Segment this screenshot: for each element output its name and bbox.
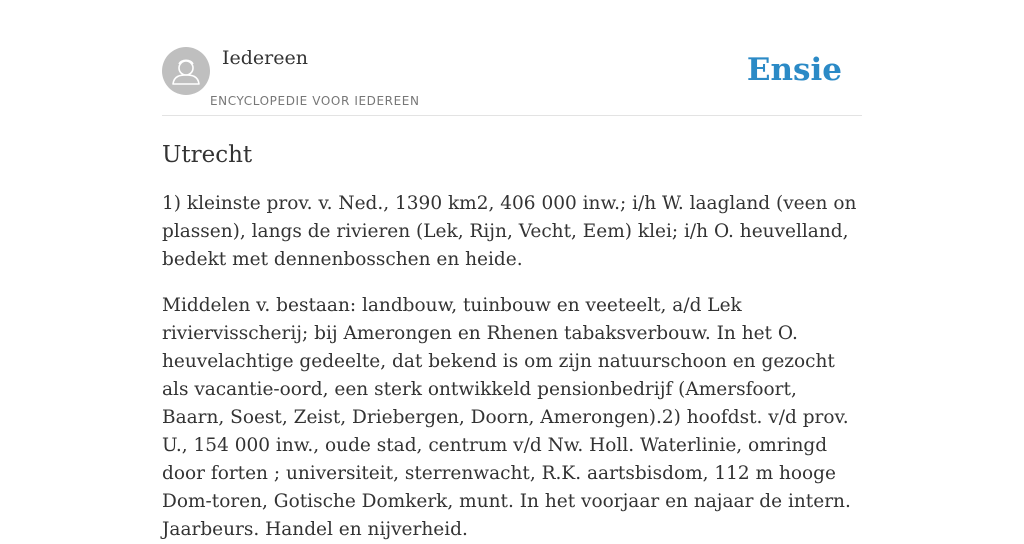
article xyxy=(162,140,862,544)
article-title: Utrecht xyxy=(162,142,253,168)
author-avatar[interactable] xyxy=(162,47,210,95)
article-paragraph: Middelen v. bestaan: landbouw, tuinbouw en veeteelt, a/d Lek riviervisscherij; bij Amerongen en Rhenen tabaksverbouw. In het O. heuvelachtige gedeelte, dat bekend is om zijn natuurschoon en gezocht als vacantie-oord, een sterk ontwikkeld pensionbedrijf (Amersfoort, Baarn, Soest, Zeist, Driebergen, Doorn, Amerongen).2) hoofdst. v/d prov. U., 154 000 inw., oude stad, centrum v/d Nw. Holl. Waterlinie, omringd door forten ; universiteit, sterrenwacht, R.K. aartsbisdom, 112 m hooge Dom-toren, Gotische Domkerk, munt. In het voorjaar en najaar de intern. Jaarbeurs. Handel en nijverheid. xyxy=(162,295,851,540)
user-icon xyxy=(162,47,210,95)
brand-logo[interactable]: Ensie xyxy=(746,52,842,88)
article-paragraph: 1) kleinste prov. v. Ned., 1390 km2, 406 000 inw.; i/h W. laagland (veen on plassen), langs de rivieren (Lek, Rijn, Vecht, Eem) klei; i/h O. heuvelland, bedekt met dennenbosschen en heide. xyxy=(162,193,857,270)
page-header xyxy=(162,0,862,116)
publication-name[interactable]: ENCYCLOPEDIE VOOR IEDEREEN xyxy=(210,94,420,108)
author-name[interactable]: Iedereen xyxy=(222,47,308,69)
